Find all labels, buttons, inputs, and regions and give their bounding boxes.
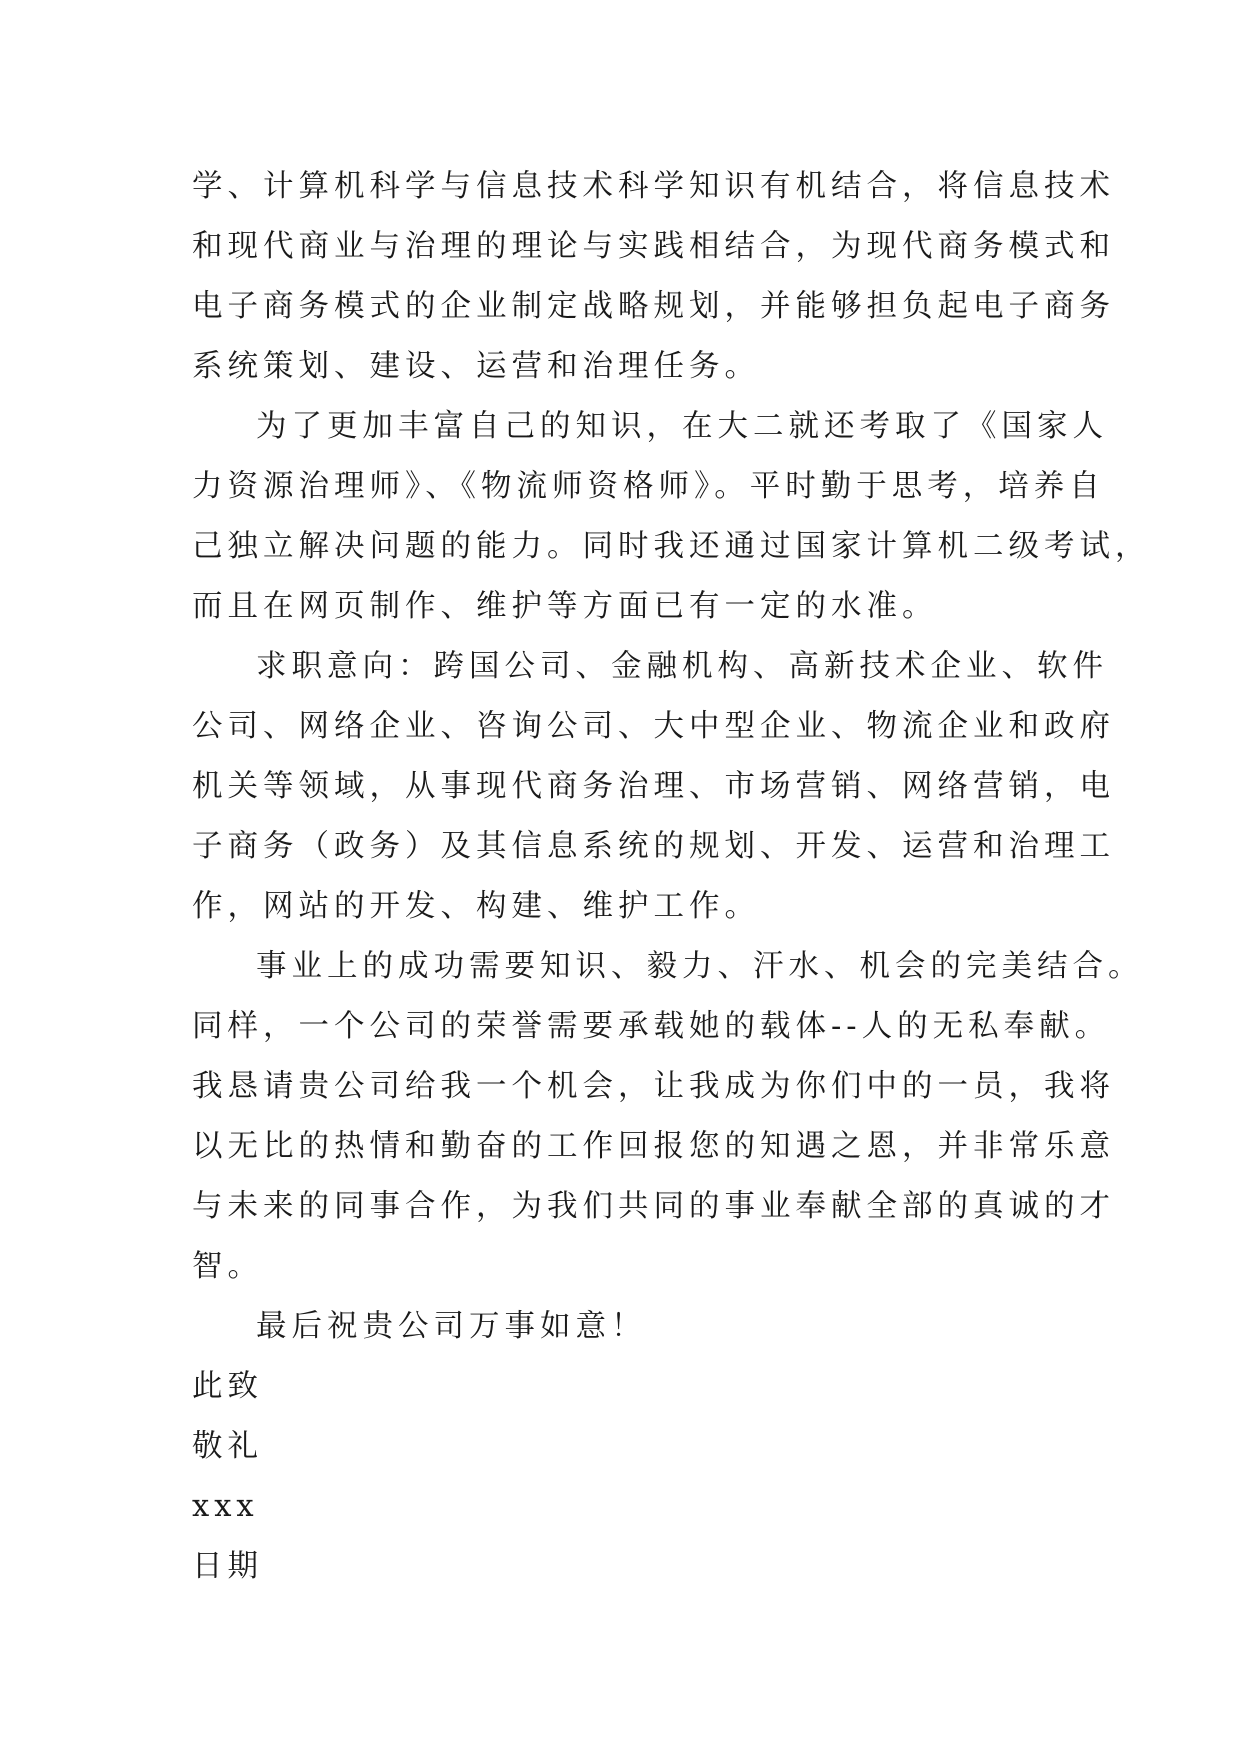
paragraph-first-line: 事业上的成功需要知识、毅力、汗水、机会的完美结合。 bbox=[256, 949, 1144, 984]
text-line: 与未来的同事合作，为我们共同的事业奉献全部的真诚的才 bbox=[192, 1189, 1115, 1224]
closing-wish: 最后祝贵公司万事如意！ bbox=[256, 1309, 647, 1344]
text-line: 作，网站的开发、构建、维护工作。 bbox=[192, 889, 760, 924]
text-line: 公司、网络企业、咨询公司、大中型企业、物流企业和政府 bbox=[192, 709, 1115, 744]
text-line: 系统策划、建设、运营和治理任务。 bbox=[192, 349, 760, 384]
letter-body bbox=[192, 157, 1151, 1597]
signature-name: xxx bbox=[192, 1489, 259, 1524]
text-line: 和现代商业与治理的理论与实践相结合，为现代商务模式和 bbox=[192, 229, 1115, 264]
text-line: 智。 bbox=[192, 1249, 263, 1284]
text-line: 子商务（政务）及其信息系统的规划、开发、运营和治理工 bbox=[192, 829, 1115, 864]
text-line: 而且在网页制作、维护等方面已有一定的水准。 bbox=[192, 589, 938, 624]
paragraph-first-line: 求职意向：跨国公司、金融机构、高新技术企业、软件 bbox=[256, 649, 1108, 684]
signature-date: 日期 bbox=[192, 1549, 263, 1584]
text-line: 我恳请贵公司给我一个机会，让我成为你们中的一员，我将 bbox=[192, 1069, 1115, 1104]
salutation-cizhi: 此致 bbox=[192, 1369, 263, 1404]
text-line: 学、计算机科学与信息技术科学知识有机结合，将信息技术 bbox=[192, 169, 1115, 204]
text-line: 以无比的热情和勤奋的工作回报您的知遇之恩，并非常乐意 bbox=[192, 1129, 1115, 1164]
text-line: 力资源治理师》、《物流师资格师》。平时勤于思考，培养自 bbox=[192, 469, 1105, 504]
paragraph-first-line: 为了更加丰富自己的知识，在大二就还考取了《国家人 bbox=[256, 409, 1108, 444]
text-line: 电子商务模式的企业制定战略规划，并能够担负起电子商务 bbox=[192, 289, 1115, 324]
text-line: 同样，一个公司的荣誉需要承载她的载体--人的无私奉献。 bbox=[192, 1009, 1111, 1044]
salutation-jingli: 敬礼 bbox=[192, 1429, 263, 1464]
text-line: 己独立解决问题的能力。同时我还通过国家计算机二级考试， bbox=[192, 529, 1151, 564]
text-line: 机关等领域，从事现代商务治理、市场营销、网络营销，电 bbox=[192, 769, 1115, 804]
